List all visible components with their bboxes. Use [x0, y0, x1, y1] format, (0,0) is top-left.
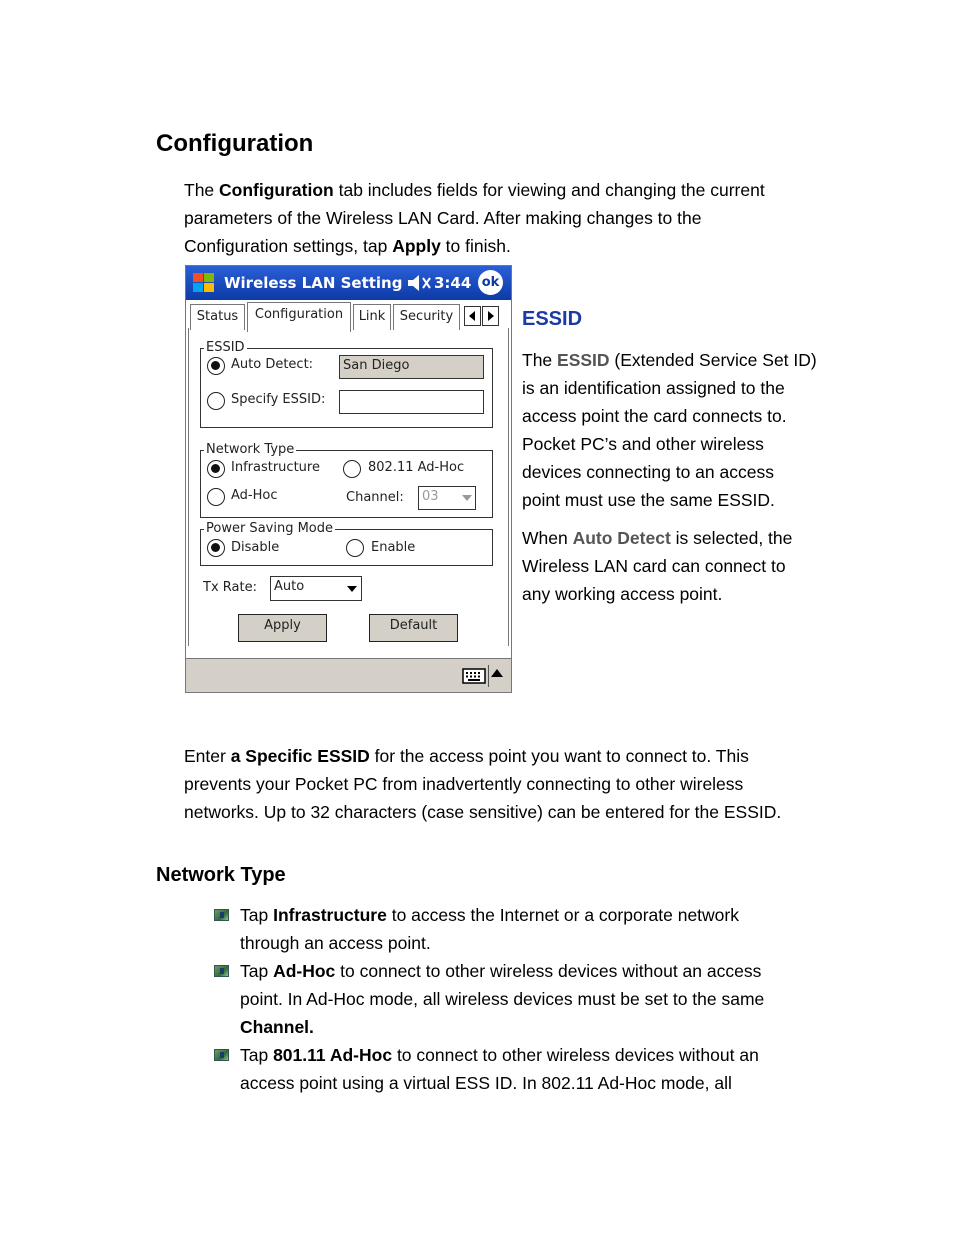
- specific-bold: a Specific ESSID: [230, 746, 370, 766]
- essid-line: is an identification assigned to the: [522, 378, 785, 398]
- essid-description: [522, 346, 852, 514]
- tx-rate-select[interactable]: [270, 576, 362, 601]
- tab-configuration[interactable]: Configuration: [247, 302, 351, 332]
- bullet-icon: [214, 909, 229, 921]
- bullet-text: to connect to other wireless devices without an: [392, 1045, 759, 1065]
- command-bar: [186, 658, 511, 692]
- auto-detect-essid-field: San Diego: [339, 355, 484, 379]
- bullet-text: Tap: [240, 1045, 274, 1065]
- bullet-bold: Infrastructure: [273, 905, 387, 925]
- pocket-pc-screenshot: [185, 265, 512, 693]
- channel-select[interactable]: [418, 486, 476, 510]
- bullet-line: point. In Ad-Hoc mode, all wireless devices must be set to the same: [240, 989, 765, 1009]
- keyboard-icon[interactable]: [462, 668, 486, 684]
- intro-paragraph: [184, 176, 864, 260]
- title-bar: [186, 266, 511, 300]
- power-disable-radio[interactable]: [207, 539, 225, 557]
- bullet-text: to access the Internet or a corporate network: [386, 905, 739, 925]
- essid-group-label: ESSID: [206, 340, 245, 355]
- specific-text: Enter: [184, 746, 231, 766]
- intro-text: to finish.: [440, 236, 511, 256]
- adhoc-radio[interactable]: [207, 488, 225, 506]
- bullet-text: Tap: [240, 905, 274, 925]
- default-button[interactable]: Default: [369, 614, 458, 642]
- essid-group: [200, 340, 493, 428]
- speaker-icon[interactable]: [406, 274, 432, 292]
- intro-bold: Configuration: [219, 180, 334, 200]
- channel-label: Channel:: [346, 490, 404, 505]
- adhoc-label: Ad-Hoc: [231, 488, 278, 503]
- chevron-down-icon: [347, 586, 357, 592]
- essid-line: access point the card connects to.: [522, 406, 787, 426]
- bullet-adhoc: [240, 957, 890, 1041]
- power-enable-label: Enable: [371, 540, 416, 555]
- channel-value: 03: [422, 489, 439, 504]
- auto-detect-description: [522, 524, 852, 608]
- infrastructure-label: Infrastructure: [231, 460, 320, 475]
- bullet-text: Tap: [240, 961, 274, 981]
- chevron-down-icon: [462, 495, 472, 501]
- auto-detect-text: When: [522, 528, 573, 548]
- auto-detect-line: any working access point.: [522, 584, 723, 604]
- bullet-infrastructure: [240, 901, 890, 957]
- specify-essid-radio[interactable]: [207, 392, 225, 410]
- bullet-bold: 801.11 Ad-Hoc: [273, 1045, 393, 1065]
- intro-text: The: [184, 180, 220, 200]
- auto-detect-radio[interactable]: [207, 357, 225, 375]
- bullet-line: access point using a virtual ESS ID. In 802.11 Ad-Hoc mode, all: [240, 1073, 732, 1093]
- bullet-80211-adhoc: [240, 1041, 890, 1097]
- bullet-bold: Ad-Hoc: [273, 961, 336, 981]
- network-type-heading: Network Type: [156, 864, 286, 886]
- auto-detect-label: Auto Detect:: [231, 357, 314, 372]
- bullet-line: through an access point.: [240, 933, 431, 953]
- tx-rate-label: Tx Rate:: [203, 580, 257, 595]
- specific-text: for the access point you want to connect to. This: [369, 746, 749, 766]
- power-enable-radio[interactable]: [346, 539, 364, 557]
- arrow-right-icon: [483, 307, 498, 325]
- infrastructure-radio[interactable]: [207, 460, 225, 478]
- window-title: Wireless LAN Setting: [224, 274, 403, 292]
- adhoc-80211-radio[interactable]: [343, 460, 361, 478]
- arrow-left-icon: [465, 307, 480, 325]
- auto-detect-bold: Auto Detect: [572, 528, 671, 548]
- intro-bold: Apply: [392, 236, 441, 256]
- essid-text: (Extended Service Set ID): [609, 350, 817, 370]
- ok-button[interactable]: ok: [478, 270, 503, 295]
- clock[interactable]: 3:44: [434, 274, 472, 292]
- network-type-group-label: Network Type: [206, 442, 295, 457]
- essid-text: The: [522, 350, 558, 370]
- essid-heading: ESSID: [522, 308, 583, 330]
- apply-button[interactable]: Apply: [238, 614, 327, 642]
- power-disable-label: Disable: [231, 540, 280, 555]
- tab-link[interactable]: Link: [353, 304, 391, 330]
- tx-rate-value: Auto: [274, 579, 305, 594]
- auto-detect-text: is selected, the: [670, 528, 793, 548]
- essid-line: devices connecting to an access: [522, 462, 774, 482]
- windows-start-icon[interactable]: [191, 271, 217, 295]
- essid-bold: ESSID: [557, 350, 610, 370]
- adhoc-80211-label: 802.11 Ad-Hoc: [368, 460, 465, 475]
- intro-text: Configuration settings, tap: [184, 236, 393, 256]
- intro-text: tab includes fields for viewing and changing the current: [333, 180, 765, 200]
- bullet-icon: [214, 965, 229, 977]
- tab-security[interactable]: Security: [393, 304, 460, 330]
- input-panel-arrow-icon[interactable]: [491, 669, 503, 677]
- page-heading: Configuration: [156, 130, 314, 157]
- bullet-text: to connect to other wireless devices without an access: [335, 961, 762, 981]
- essid-line: Pocket PC’s and other wireless: [522, 434, 764, 454]
- tab-row: [186, 300, 511, 332]
- power-saving-group-label: Power Saving Mode: [206, 521, 334, 536]
- intro-line: parameters of the Wireless LAN Card. After making changes to the: [184, 208, 702, 228]
- specific-line: prevents your Pocket PC from inadvertently connecting to other wireless: [184, 774, 744, 794]
- power-saving-group: [200, 521, 493, 566]
- specific-essid-paragraph: [184, 742, 904, 826]
- tab-status[interactable]: Status: [190, 304, 245, 330]
- network-type-group: [200, 442, 493, 518]
- essid-line: point must use the same ESSID.: [522, 490, 775, 510]
- bullet-bold: Channel.: [240, 1017, 314, 1037]
- tab-scroll-right-button[interactable]: [482, 306, 499, 326]
- auto-detect-line: Wireless LAN card can connect to: [522, 556, 786, 576]
- specific-line: networks. Up to 32 characters (case sensitive) can be entered for the ESSID.: [184, 802, 782, 822]
- bullet-icon: [214, 1049, 229, 1061]
- specify-essid-label: Specify ESSID:: [231, 392, 326, 407]
- tab-scroll-left-button[interactable]: [464, 306, 481, 326]
- specify-essid-field[interactable]: [339, 390, 484, 414]
